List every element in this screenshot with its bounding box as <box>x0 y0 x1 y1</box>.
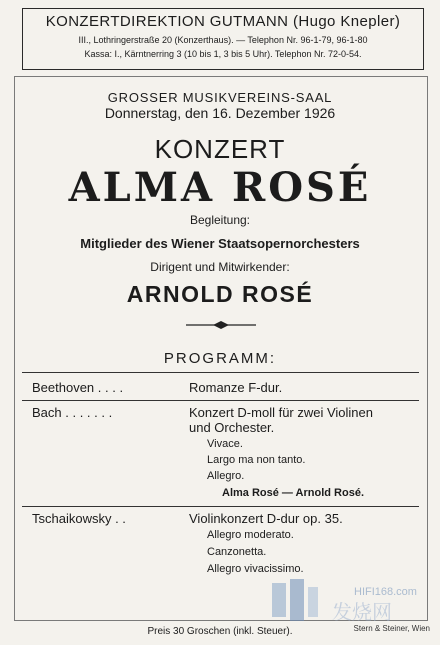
movement: Largo ma non tanto. <box>207 454 306 466</box>
work-title: Romanze F-dur. <box>189 380 283 395</box>
printer-credit: Stern & Steiner, Wien <box>353 624 430 633</box>
accompaniment-label: Begleitung: <box>189 213 251 227</box>
divider-line <box>22 506 419 507</box>
agency-name: KONZERTDIREKTION GUTMANN (Hugo Knepler) <box>45 13 401 30</box>
programm-title: PROGRAMM: <box>163 350 277 367</box>
venue: GROSSER MUSIKVEREINS-SAAL <box>107 90 333 105</box>
movement: Allegro. <box>207 470 245 482</box>
movement: Allegro vivacissimo. <box>207 563 304 575</box>
event-type: KONZERT <box>154 134 286 164</box>
conductor-name: ARNOLD ROSÉ <box>126 281 314 307</box>
movement: Canzonetta. <box>207 546 267 558</box>
watermark-logo-icon <box>272 577 432 627</box>
composer-beethoven: Beethoven . . . . <box>32 380 124 395</box>
work-title: Konzert D-moll für zwei Violinen <box>189 405 373 420</box>
ticket-price: Preis 30 Groschen (inkl. Steuer). <box>147 626 293 637</box>
accompaniment-ensemble: Mitglieder des Wiener Staatsopernorchesters <box>80 236 360 251</box>
performers: Alma Rosé — Arnold Rosé. <box>222 487 365 499</box>
soloist-name: ALMA ROSÉ <box>68 164 372 211</box>
agency-header <box>22 8 424 70</box>
concert-date: Donnerstag, den 16. Dezember 1926 <box>104 105 336 121</box>
watermark-logo-text: HIFI168.com <box>354 586 417 598</box>
movement: Allegro moderato. <box>207 529 294 541</box>
box-office-info: Kassa: I., Kärntnerring 3 (10 bis 1, 3 bis 5 Uhr). Telephon Nr. 72-0-54. <box>84 49 362 59</box>
conductor-label: Dirigent und Mitwirkender: <box>150 260 290 274</box>
divider-line <box>22 372 419 373</box>
composer-bach: Bach . . . . . . . <box>32 405 113 420</box>
divider-line <box>22 400 419 401</box>
movement: Vivace. <box>207 438 243 450</box>
watermark-cjk-text: 发烧网 <box>332 600 392 624</box>
work-title-continued: und Orchester. <box>189 420 275 435</box>
agency-address: III., Lothringerstraße 20 (Konzerthaus). — Telephon Nr. 96-1-79, 96-1-80 <box>78 35 368 45</box>
work-title: Violinkonzert D-dur op. 35. <box>189 511 343 526</box>
ornament-divider-icon <box>186 320 256 330</box>
composer-tschaikowsky: Tschaikowsky . . <box>32 511 126 526</box>
